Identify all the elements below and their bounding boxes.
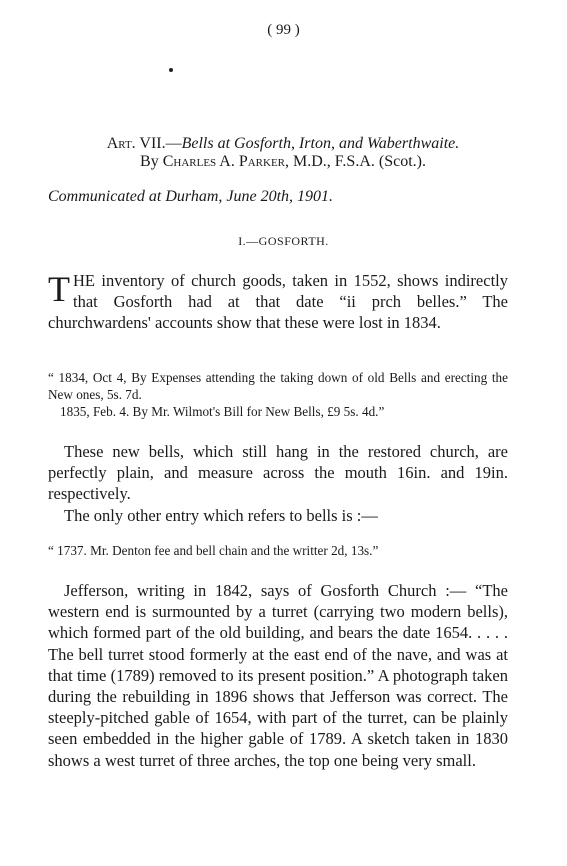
author-by: By — [140, 153, 163, 170]
quote-1 — [48, 369, 508, 420]
article-dash: — — [165, 135, 182, 152]
article-author-line — [48, 151, 518, 172]
paragraph-1-text: inventory of church goods, taken in 1552, shows indirectly that Gosforth had at that date “ii prch belles.” The churchwardens' accounts show that these were lost in 1834. — [48, 271, 508, 333]
page-number: ( 99 ) — [267, 22, 300, 38]
author-name: Charles A. Parker — [162, 153, 286, 170]
article-label: Art. VII. — [106, 135, 166, 152]
paragraph-3: The only other entry which refers to bells is :— — [64, 506, 378, 525]
paragraph-2: These new bells, which still hang in the restored church, are perfectly plain, and measure across the mouth 16in. and 19in. respectively. — [48, 442, 508, 504]
ink-speck — [169, 68, 173, 72]
paragraph-4: Jefferson, writing in 1842, says of Gosforth Church :— “The western end is surmounted by a turret (carrying two modern bells), which formed part of the old building, and bears the date 1654. . . . . The bell turret stood formerly at the east end of the nave, and was at that time (1789) removed to its present position.” A photograph taken during the rebuilding in 1896 shows that Jefferson was correct. The steeply-pitched gable of 1654, with part of the turret, can be plainly seen embedded in the higher gable of 1789. A sketch taken in 1830 shows a west turret of three arches, the top one being very small. — [48, 581, 508, 770]
author-credentials: , M.D., F.S.A. (Scot.). — [285, 153, 426, 170]
drop-cap: T — [48, 269, 70, 309]
quote-1-line-2: 1835, Feb. 4. By Mr. Wilmot's Bill for New Bells, £9 5s. 4d.” — [60, 404, 385, 419]
quote-2: “ 1737. Mr. Denton fee and bell chain and the writter 2d, 13s.” — [48, 543, 379, 558]
section-heading: I.—GOSFORTH. — [238, 234, 329, 248]
communicated-line: Communicated at Durham, June 20th, 1901. — [48, 188, 334, 205]
paragraph-1 — [48, 270, 508, 334]
article-title-text: Bells at Gosforth, Irton, and Waberthwaite. — [181, 135, 460, 152]
paragraph-1-caps: HE — [73, 271, 95, 290]
quote-1-line-1: “ 1834, Oct 4, By Expenses attending the taking down of old Bells and erecting the New ones, 5s. 7d. — [48, 370, 508, 402]
